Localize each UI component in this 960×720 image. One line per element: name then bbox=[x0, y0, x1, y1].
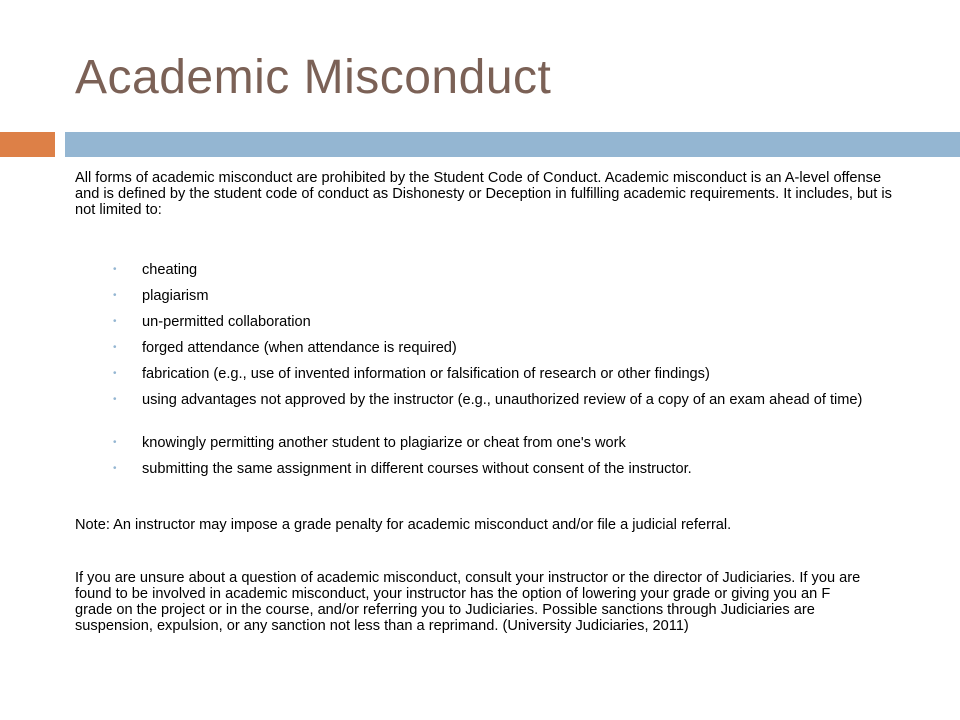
bullet-item bbox=[75, 262, 875, 278]
bullet-item bbox=[75, 340, 875, 356]
bullet-text: using advantages not approved by the instructor (e.g., unauthorized review of a copy of an exam ahead of time) bbox=[142, 392, 863, 408]
slide-body bbox=[75, 170, 895, 690]
bullet-item bbox=[75, 461, 875, 477]
bullet-dot-icon: • bbox=[113, 316, 117, 327]
bullet-text: cheating bbox=[142, 262, 198, 278]
note-paragraph: Note: An instructor may impose a grade penalty for academic misconduct and/or file a judicial referral. bbox=[75, 517, 732, 533]
closing-paragraph: If you are unsure about a question of academic misconduct, consult your instructor or the director of Judiciaries. If you are found to be involved in academic misconduct, your instructor has the option of lowering your grade or giving you an F grade on the project or in the course, and/or referring you to Judiciaries. Possible sanctions through Judiciaries are suspension, expulsion, or any sanction not less than a reprimand. (University Judiciaries, 2011) bbox=[75, 570, 861, 634]
accent-bar-orange bbox=[0, 132, 55, 157]
slide-title: Academic Misconduct bbox=[75, 51, 552, 104]
bullet-dot-icon: • bbox=[113, 264, 117, 275]
bullet-text: knowingly permitting another student to plagiarize or cheat from one's work bbox=[142, 435, 626, 451]
bullet-item bbox=[75, 314, 875, 330]
bullet-item bbox=[75, 435, 875, 451]
bullet-dot-icon: • bbox=[113, 290, 117, 301]
bullet-dot-icon: • bbox=[113, 342, 117, 353]
bullet-text: submitting the same assignment in different courses without consent of the instructor. bbox=[142, 461, 692, 477]
bullet-text: plagiarism bbox=[142, 288, 209, 304]
bullet-dot-icon: • bbox=[113, 368, 117, 379]
bullet-text: forged attendance (when attendance is required) bbox=[142, 340, 457, 356]
intro-paragraph: All forms of academic misconduct are prohibited by the Student Code of Conduct. Academic misconduct is an A-level offense and is defined by the student code of conduct as Dishonesty or Deception in fulfilling academic requirements. It includes, but is not limited to: bbox=[75, 170, 892, 218]
bullet-dot-icon: • bbox=[113, 437, 117, 448]
bullet-text: fabrication (e.g., use of invented information or falsification of research or other findings) bbox=[142, 366, 710, 382]
accent-bar-blue bbox=[65, 132, 960, 157]
bullet-item bbox=[75, 366, 875, 382]
bullet-dot-icon: • bbox=[113, 463, 117, 474]
bullet-dot-icon: • bbox=[113, 394, 117, 405]
bullet-item bbox=[75, 392, 875, 408]
bullet-text: un-permitted collaboration bbox=[142, 314, 311, 330]
bullet-item bbox=[75, 288, 875, 304]
